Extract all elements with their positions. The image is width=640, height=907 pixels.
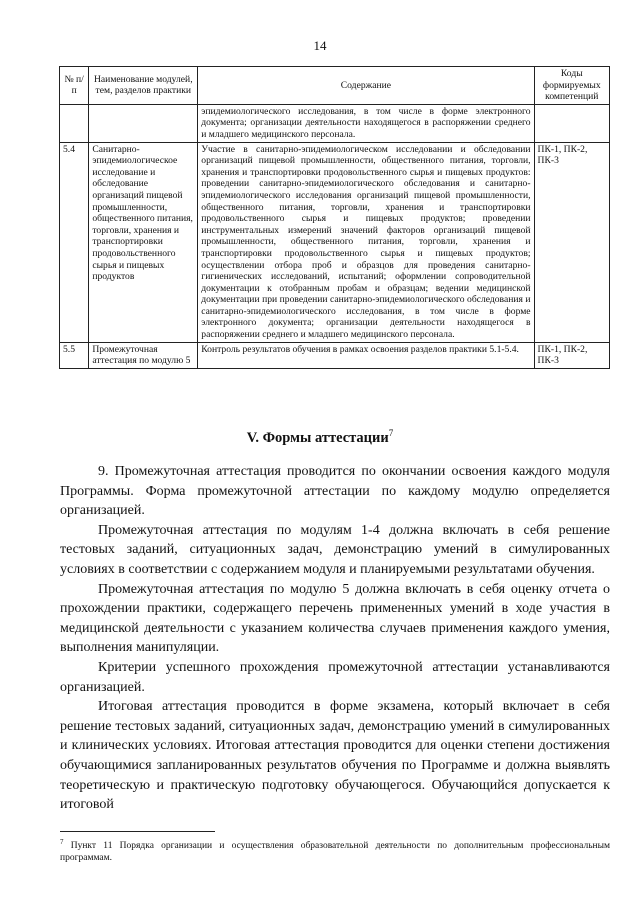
paragraph: Итоговая аттестация проводится в форме экзамена, который включает в себя решение тестовых заданий, ситуационных задач, демонстрацию умений в симулированных и клинических условиях. Итоговая аттестация проводится для оценки степени достижения обучающимися запланированных результатов обучения по Программе и должна выявлять теоретическую и практическую подготовку обучающегося. Обучающийся допускается к итоговой (60, 699, 610, 813)
row-module: Промежуточная аттестация по модулю 5 (89, 342, 198, 368)
page-number: 14 (313, 38, 327, 53)
table-header-row (60, 67, 610, 105)
body-text (60, 462, 610, 815)
header-num: № п/п (60, 67, 89, 105)
header-module: Наименование модулей, тем, разделов практики (89, 67, 198, 105)
header-codes: Коды формируемых компетенций (534, 67, 609, 105)
section-title-text: V. Формы аттестации (246, 429, 389, 446)
paragraph: Промежуточная аттестация по модулям 1-4 должна включать в себя решение тестовых заданий, ситуационных задач, демонстрацию умений в симулированных условиях в соответствии с содержанием модуля и планируемыми результатами обучения. (60, 522, 610, 577)
paragraph: Промежуточная аттестация по модулю 5 должна включать в себя оценку отчета о прохождении практики, содержащего перечень примененных умений в ходе участия в медицинской деятельности с указанием количества случаев применения каждого умения, выполнения манипуляции. (60, 581, 610, 656)
row-module (89, 104, 198, 142)
table-row (60, 104, 610, 142)
footnote-mark: 7 (60, 838, 64, 846)
curriculum-table (59, 66, 610, 369)
row-codes (534, 104, 609, 142)
row-num (60, 104, 89, 142)
row-content: Участие в санитарно-эпидемиологическом исследовании и обследовании организаций пищевой промышленности, общественного питания, торговли, хранения и транспортировки продовольственного сырья и пищевых продуктов: проведении санитарно-эпидемиологического обследования и санитарно-эпидемиологического исследования организаций пищевой промышленности, общественного питания, торговли, хранения и транспортировки продовольственного сырья и пищевых продуктов; проведении инструментальных измерений значений факторов организаций пищевой промышленности, общественного питания, торговли, хранения и транспортировки продовольственного сырья и пищевых продуктов; осуществлении отбора проб и образцов для проведения санитарно-гигиенических исследований, испытаний; оформлении сопроводительной документации к отобранным пробам и образцам; ведении медицинской документации при проведении санитарно-эпидемиологического обследования и санитарно-эпидемиологического исследования, в том числе в форме электронного документа; организации деятельности находящегося в распоряжении среднего и младшего медицинского персонала. (198, 142, 534, 342)
footnote (60, 836, 610, 864)
row-codes: ПК-1, ПК-2, ПК-3 (534, 342, 609, 368)
paragraph: 9. Промежуточная аттестация проводится по окончании освоения каждого модуля Программы. Форма промежуточной аттестации по каждому модулю определяется организацией. (60, 464, 610, 519)
row-module: Санитарно-эпидемиологическое исследование и обследование организаций пищевой промышленности, общественного питания, торговли, хранения и транспортировки продовольственного сырья и пищевых продуктов (89, 142, 198, 342)
row-num: 5.4 (60, 142, 89, 342)
table-row (60, 142, 610, 342)
footnote-text: Пункт 11 Порядка организации и осуществления образовательной деятельности по дополнительным профессиональным программам. (60, 841, 610, 864)
paragraph: Критерии успешного прохождения промежуточной аттестации устанавливаются организацией. (60, 659, 610, 695)
section-title (0, 428, 640, 447)
footnote-reference: 7 (388, 428, 394, 438)
row-content: эпидемиологического исследования, в том числе в форме электронного документа; организации деятельности находящегося в распоряжении среднего и младшего медицинского персонала. (198, 104, 534, 142)
footnote-divider (60, 831, 215, 832)
header-content: Содержание (198, 67, 534, 105)
row-content: Контроль результатов обучения в рамках освоения разделов практики 5.1-5.4. (198, 342, 534, 368)
row-codes: ПК-1, ПК-2, ПК-3 (534, 142, 609, 342)
row-num: 5.5 (60, 342, 89, 368)
table-row (60, 342, 610, 368)
